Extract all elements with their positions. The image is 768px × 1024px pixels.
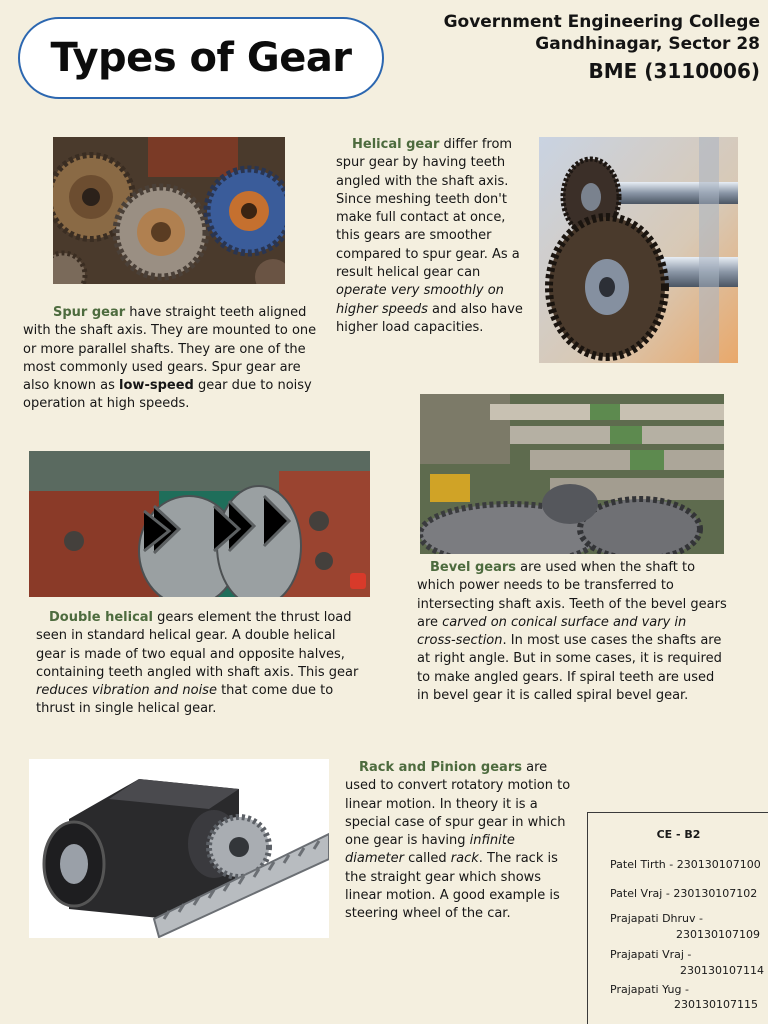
spur-gear-description: Spur gear have straight teeth aligned with the shaft axis. They are mounted to one or more parallel shafts. They are one of the most commonly used gears. Spur gear are also known as low-speed gear due to noisy operation at high speeds. xyxy=(23,305,317,412)
team-member-id: 230130107109 xyxy=(676,928,760,941)
team-member: Prajapati Yug - xyxy=(610,983,689,996)
double-helical-gear-image xyxy=(29,451,370,597)
course-code: BME (3110006) xyxy=(588,59,760,83)
double-helical-gear-term: Double helical xyxy=(49,610,153,625)
team-member-id: 230130107115 xyxy=(674,998,758,1011)
team-member: Prajapati Dhruv - xyxy=(610,912,704,925)
bevel-gear-term: Bevel gears xyxy=(430,560,517,575)
rack-and-pinion-image xyxy=(29,759,329,938)
double-helical-gear-description: Double helical gears element the thrust load seen in standard helical gear. A double helical gear is made of two equal and opposite halves, containing teeth angled with shaft axis. This gear reduces vibration and noise that come due to thrust in single helical gear. xyxy=(36,610,359,717)
rack-and-pinion-term: Rack and Pinion gears xyxy=(359,760,522,775)
helical-gear-description: Helical gear differ from spur gear by having teeth angled with the shaft axis. Since meshing teeth don't make full contact at once, this gears are smoother compared to spur gear. As a result helical gear can operate very smoothly on higher speeds and also have higher load capacities. xyxy=(336,137,523,335)
team-member-id: 230130107114 xyxy=(680,964,764,977)
team-credits xyxy=(587,812,768,1024)
college-location: Gandhinagar, Sector 28 xyxy=(535,34,760,54)
spur-gear-term: Spur gear xyxy=(53,305,126,320)
college-header xyxy=(444,11,760,86)
team-member: Prajapati Vraj - xyxy=(610,948,692,961)
team-heading: CE - B2 xyxy=(656,828,701,841)
rack-and-pinion-description: Rack and Pinion gears are used to convert rotatory motion to linear motion. In theory it is a special case of spur gear in which one gear is having infinite diameter called rack. The rack is the straight gear which shows linear motion. A good example is steering wheel of the car. xyxy=(345,760,571,922)
helical-gear-term: Helical gear xyxy=(352,137,440,152)
helical-gear-image xyxy=(539,137,738,363)
page-title: Types of Gear xyxy=(50,35,352,81)
low-speed-term: low-speed xyxy=(119,378,194,394)
bevel-gear-image xyxy=(420,394,724,554)
bevel-gear-description: Bevel gears are used when the shaft to which power needs to be transferred to intersecting shaft axis. Teeth of the bevel gears are carved on conical surface and vary in cross-section. In most use cases the shafts are at right angle. But in some cases, it is required to make angled gears. If spiral teeth are used in bevel gear it is called spiral bevel gear. xyxy=(417,560,727,704)
title-pill xyxy=(18,17,384,99)
team-member: Patel Vraj - 230130107102 xyxy=(610,887,758,900)
team-member: Patel Tirth - 230130107100 xyxy=(610,858,761,871)
spur-gear-image xyxy=(53,137,285,284)
college-name: Government Engineering College xyxy=(443,12,760,32)
